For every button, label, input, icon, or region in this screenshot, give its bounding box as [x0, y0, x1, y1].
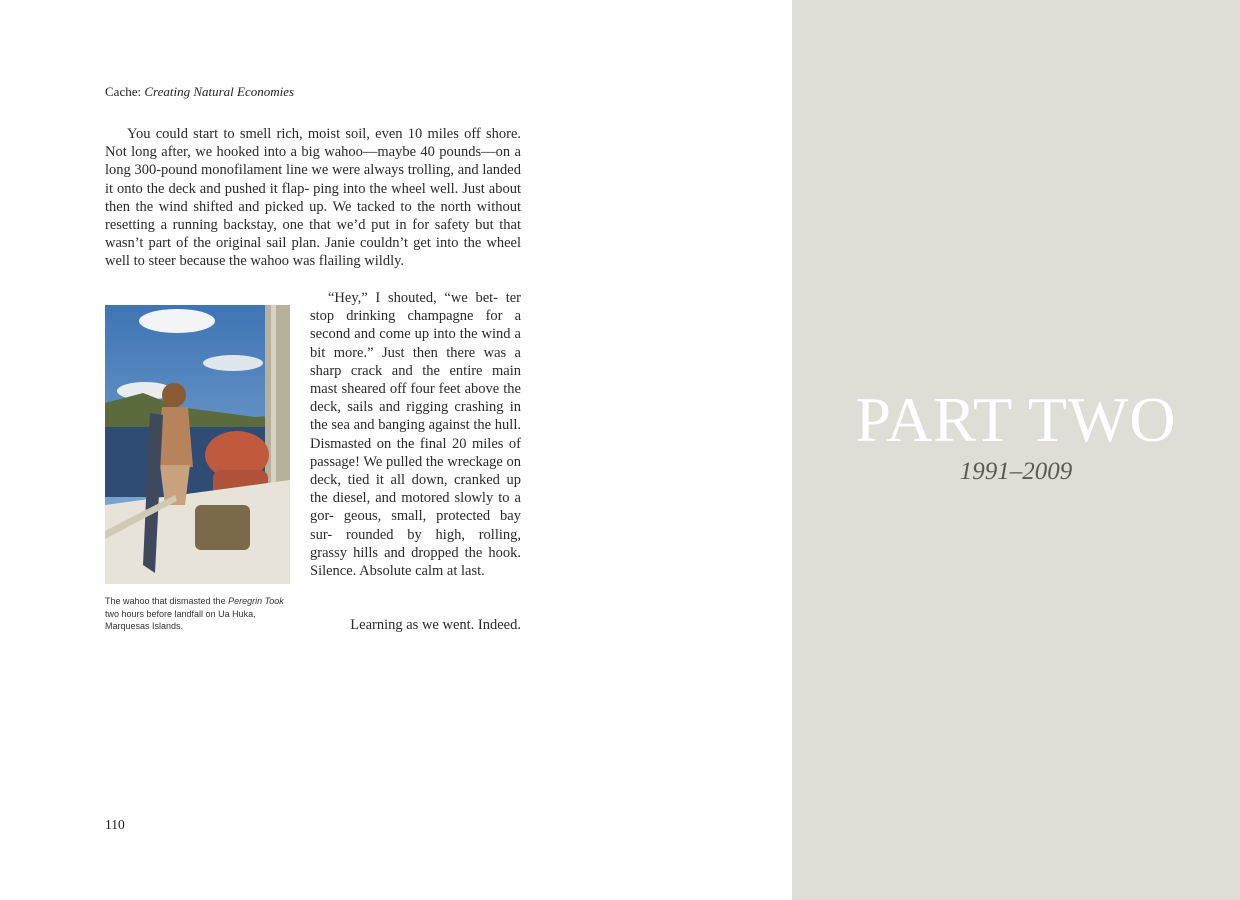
wahoo-photo: [105, 305, 290, 584]
wahoo-photo-image: [105, 305, 290, 584]
body-paragraph-3: Learning as we went. Indeed.: [350, 617, 521, 633]
body-paragraph-1: You could start to smell rich, moist soil, even 10 miles off shore. Not long after, we hooked into a big wahoo—maybe 40 pounds—on a long 300-pound monofilament line we were always trolling, and landed it onto the deck and pushed it flap- ping into the wheel well. Just about then the wind shifted and picked up. We tacked to the north without resetting a running backstay, one that we’d put in for safety but that wasn’t part of the original sail plan. Janie couldn’t get into the wheel well to steer because the wahoo was flailing wildly.: [105, 126, 521, 270]
caption-text-before: The wahoo that dismasted the: [105, 596, 229, 606]
part-title: PART TWO: [855, 384, 1177, 455]
running-head: [105, 84, 294, 100]
photo-caption: [105, 595, 295, 633]
running-head-section: Cache:: [105, 84, 142, 99]
running-head-subtitle: Creating Natural Economies: [144, 84, 295, 99]
part-years: 1991–2009: [959, 458, 1073, 485]
page-number: 110: [105, 817, 125, 832]
caption-text-after: two hours before landfall on Ua Huka, Marquesas Islands.: [105, 608, 256, 631]
caption-vessel-name: Peregrin Took: [228, 596, 284, 606]
body-paragraph-2: “Hey,” I shouted, “we bet- ter stop drinking champagne for a second and come up into the wind a bit more.” Just then there was a sharp crack and the entire main mast sheared off four feet above the deck, sails and rigging crashing in the sea and banging against the hull. Dismasted on the final 20 miles of passage! We pulled the wreckage on deck, tied it all down, cranked up the diesel, and motored slowly to a gor- geous, small, protected bay sur- rounded by high, rolling, grassy hills and dropped the hook. Silence. Absolute calm at last.: [310, 290, 521, 580]
